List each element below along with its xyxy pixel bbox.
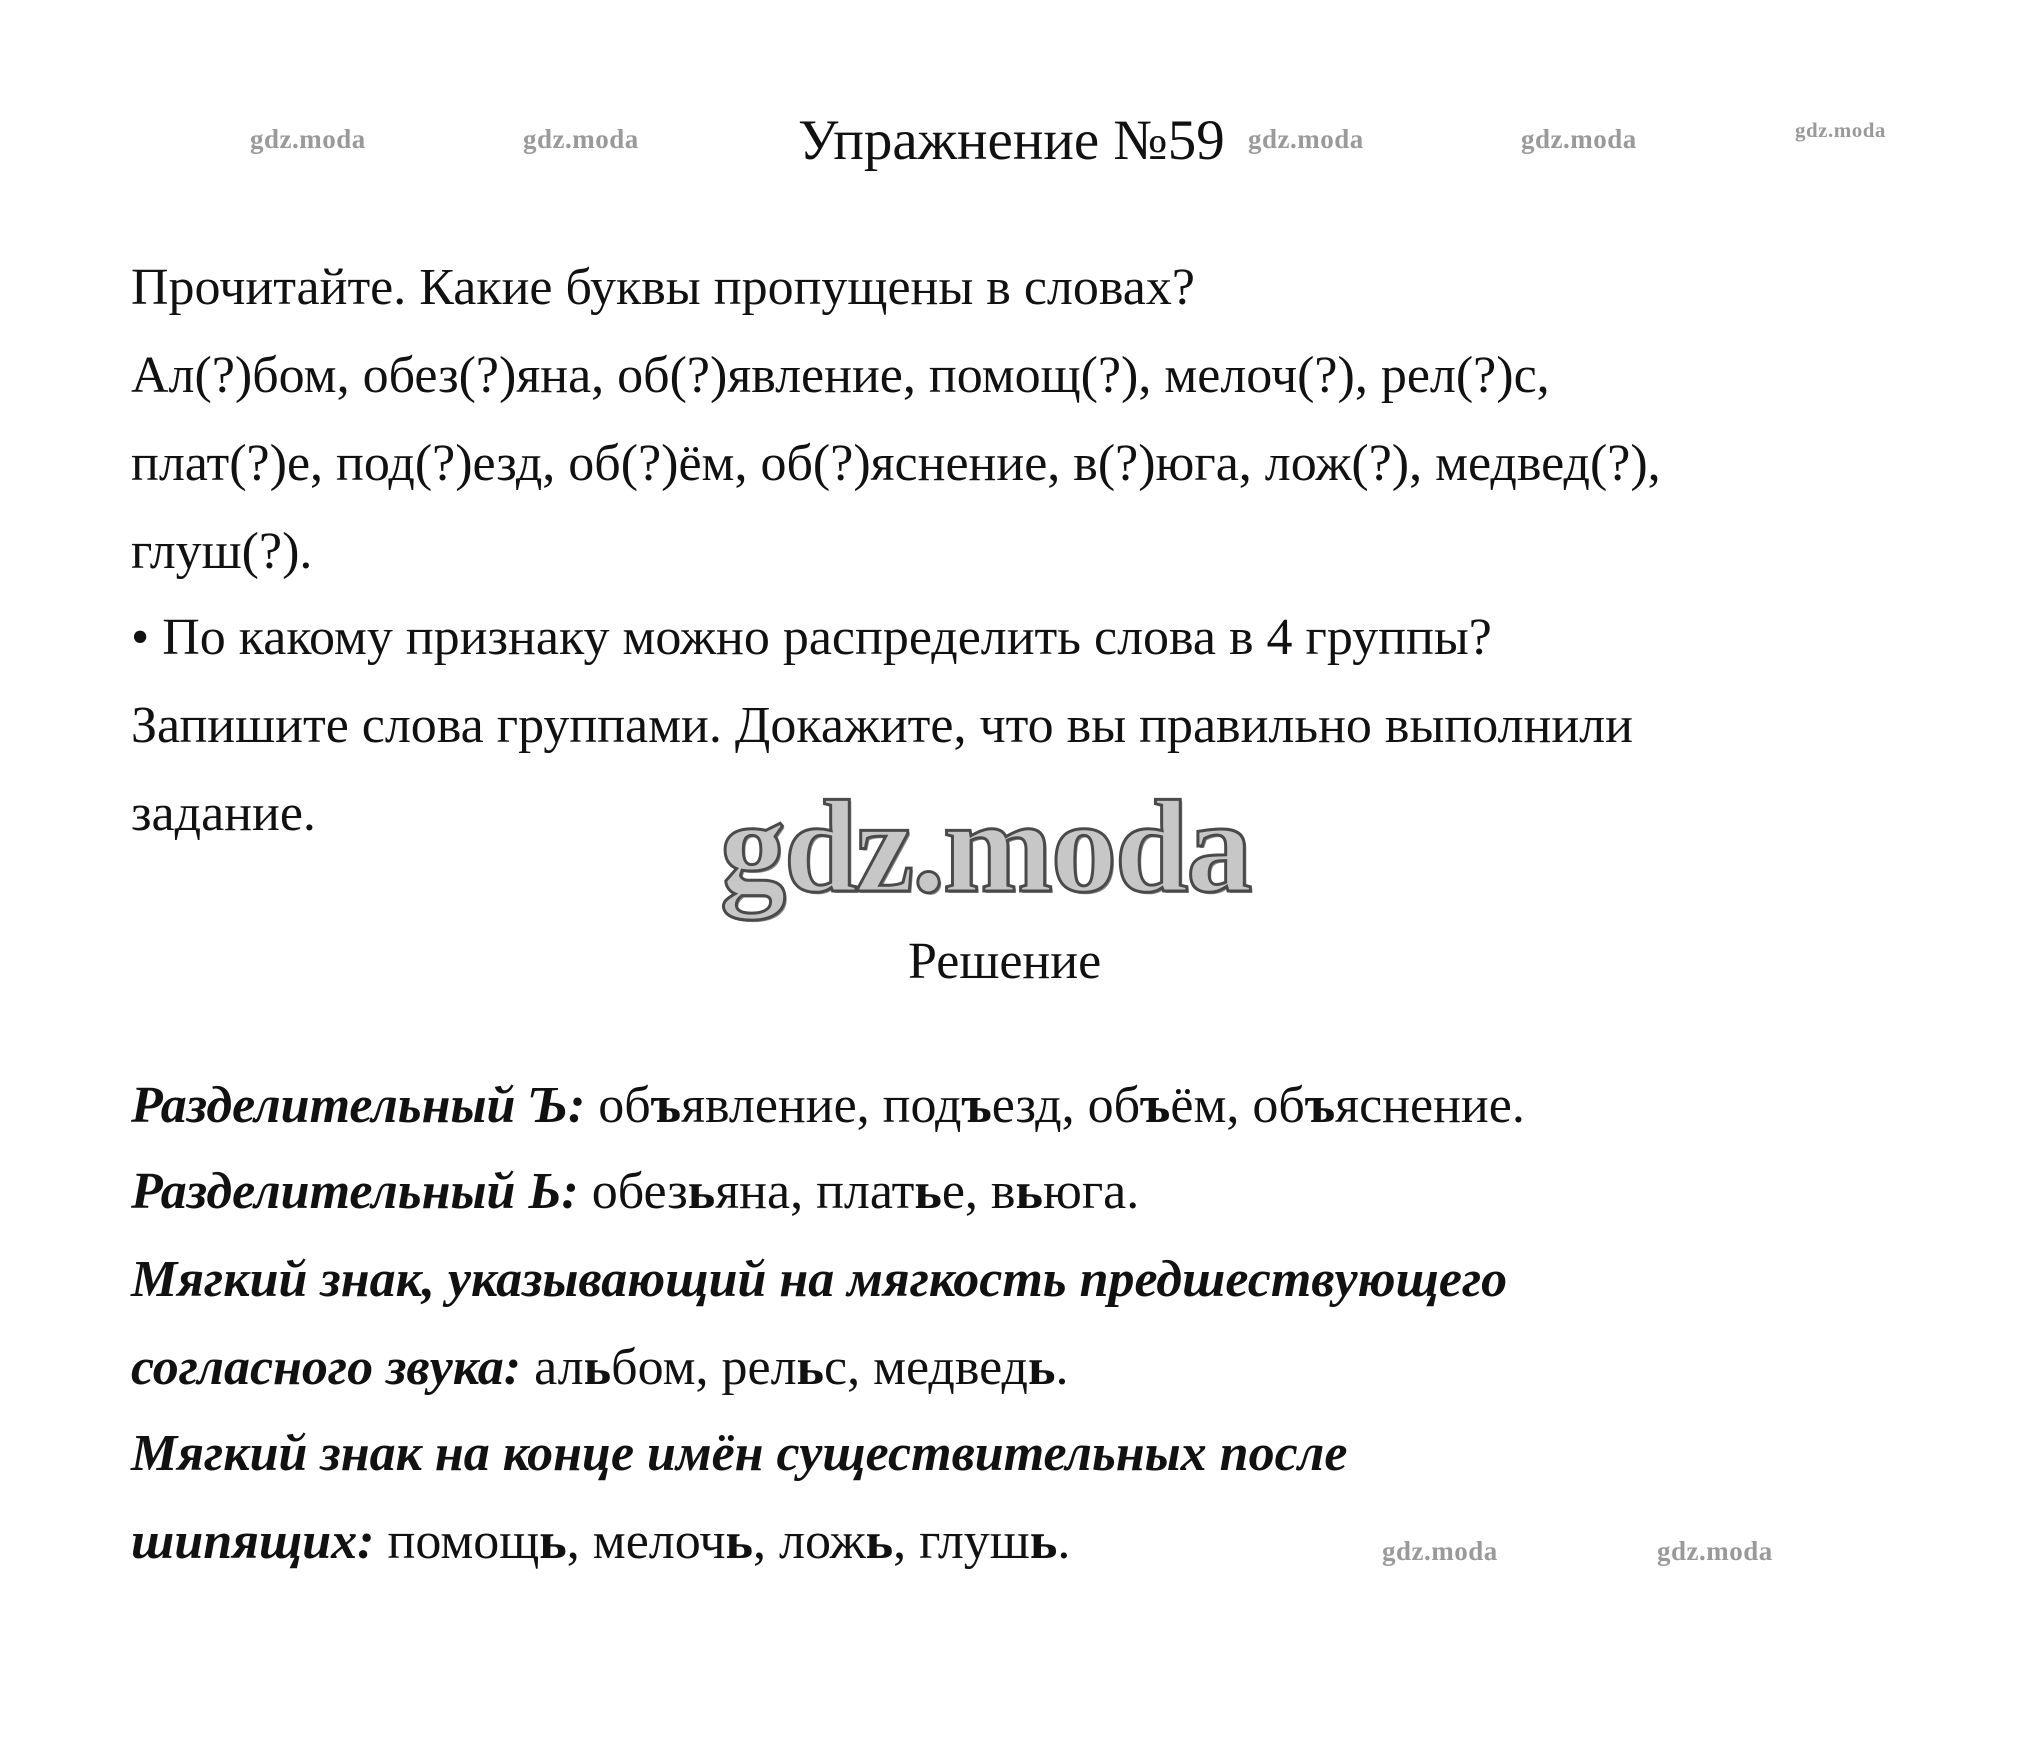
answer-group-softness-label: Мягкий знак, указывающий на мягкость предшествующего <box>131 1251 1508 1308</box>
watermark: gdz.moda <box>1248 124 1364 154</box>
solution-title: Решение <box>908 933 1102 990</box>
watermark-logo: gdz.moda <box>720 773 1251 920</box>
watermark: gdz.moda <box>250 124 366 154</box>
group-label: Разделительный Ъ: <box>131 1077 586 1134</box>
task-line: Запишите слова группами. Докажите, что вы правильно выполнили <box>131 697 1633 754</box>
page-title: Упражнение №59 <box>798 109 1225 172</box>
word-list: объявление, подъезд, объём, объяснение. <box>598 1077 1525 1134</box>
task-line: глуш(?). <box>131 523 313 580</box>
group-label: шипящих: <box>131 1513 375 1570</box>
answer-group-sibilants-label: Мягкий знак на конце имён существительных после <box>131 1425 1348 1482</box>
group-label: согласного звука: <box>131 1339 522 1396</box>
task-line: Прочитайте. Какие буквы пропущены в словах? <box>131 259 1195 316</box>
answer-group-soft-sign-separating <box>131 1163 1140 1220</box>
task-line: плат(?)е, под(?)езд, об(?)ём, об(?)яснение, в(?)юга, лож(?), медвед(?), <box>131 435 1661 492</box>
watermark: gdz.moda <box>1521 124 1637 154</box>
task-line: задание. <box>131 785 316 842</box>
answer-group-hard-sign <box>131 1077 1525 1134</box>
word-list: альбом, рельс, медведь. <box>534 1339 1069 1396</box>
word-list: помощь, мелочь, ложь, глушь. <box>387 1513 1071 1570</box>
answer-group-sibilants <box>131 1513 1071 1570</box>
watermark: gdz.moda <box>1657 1536 1773 1566</box>
task-line: • По какому признаку можно распределить слова в 4 группы? <box>131 609 1492 666</box>
word-list: обезьяна, платье, вьюга. <box>591 1163 1140 1220</box>
answer-group-softness <box>131 1339 1069 1396</box>
watermark: gdz.moda <box>523 124 639 154</box>
watermark: gdz.moda <box>1795 118 1886 142</box>
task-line: Ал(?)бом, обез(?)яна, об(?)явление, помощ(?), мелоч(?), рел(?)с, <box>131 347 1550 404</box>
group-label: Разделительный Ь: <box>131 1163 579 1220</box>
watermark: gdz.moda <box>1382 1536 1498 1566</box>
